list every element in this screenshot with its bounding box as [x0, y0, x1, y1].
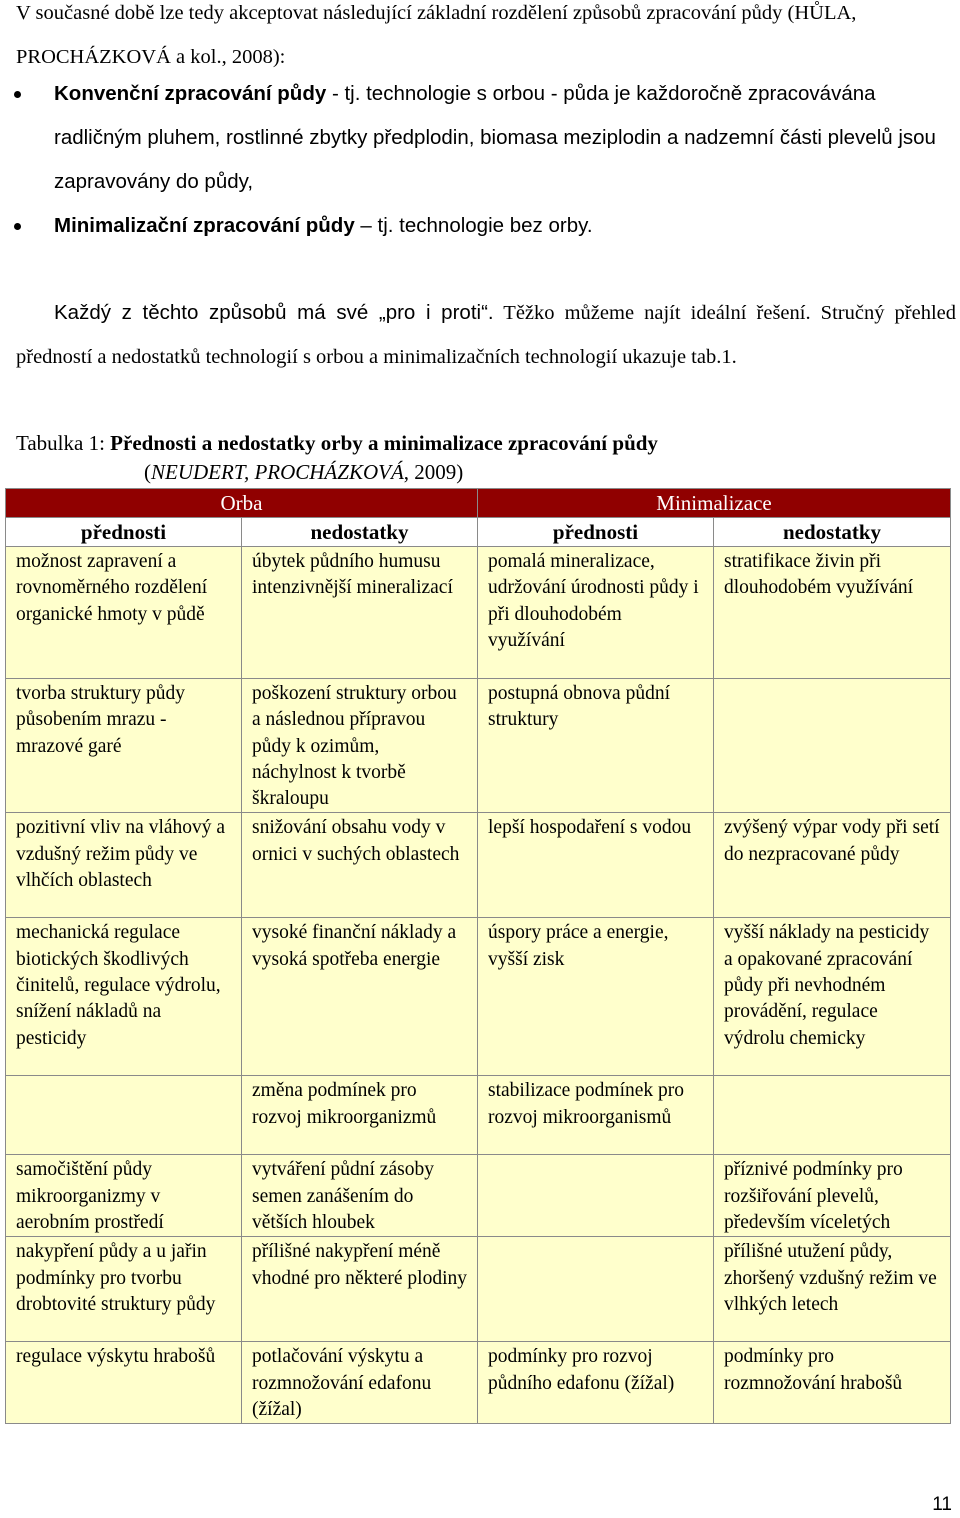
table-row: [6, 1155, 951, 1237]
caption-prefix: Tabulka 1:: [16, 431, 111, 455]
bullet-text: – tj. technologie bez orby.: [354, 214, 593, 237]
table-row: [6, 679, 951, 813]
summary-paragraph: [16, 291, 956, 379]
table-caption: [16, 428, 658, 458]
bullet-term: Konvenční zpracování půdy: [54, 82, 327, 105]
caption-source: [144, 458, 463, 486]
bullet-list: [0, 72, 956, 248]
bullet-text: - tj. technologie s orbou - půda je každoročně zpracovávána radličným pluhem, rostlinné zbytky předplodin, biomasa meziplodin a nadzemní části plevelů jsou zapravovány do půdy,: [54, 82, 936, 193]
intro-text: V současné době lze tedy akceptovat následující základní rozdělení způsobů zpracování půdy (HŮLA, PROCHÁZKOVÁ a kol., 2008):: [16, 2, 857, 68]
table-cell: mechanická regulace biotických škodlivých činitelů, regulace výdrolu, snížení nákladů na pesticidy: [6, 918, 242, 1076]
table-row: [6, 813, 951, 918]
table-cell: tvorba struktury půdy působením mrazu - mrazové garé: [6, 679, 242, 813]
caption-title: Přednosti a nedostatky orby a minimalizace zpracování půdy: [110, 431, 658, 455]
table-cell: lepší hospodaření s vodou: [478, 813, 714, 918]
table-row: [6, 918, 951, 1076]
comparison-table: [5, 488, 951, 1424]
table-row: [6, 1237, 951, 1342]
bullet-icon: [14, 223, 21, 230]
summary-text: Těžko můžeme najít ideální řešení. Stručný přehled předností a nedostatků technologií s orbou a minimalizačních technologií ukazuje tab.1.: [16, 302, 956, 368]
column-header: přednosti: [6, 518, 242, 547]
table-cell: nakypření půdy a u jařin podmínky pro tvorbu drobtovité struktury půdy: [6, 1237, 242, 1342]
table-cell: [714, 679, 951, 813]
table-cell: stratifikace živin při dlouhodobém využívání: [714, 547, 951, 679]
source-close: , 2009): [403, 460, 464, 484]
table-cell: zvýšený výpar vody při setí do nezpracované půdy: [714, 813, 951, 918]
table-cell: samočištění půdy mikroorganizmy v aerobním prostředí: [6, 1155, 242, 1237]
bullet-item-conventional: [0, 72, 956, 204]
table-cell: [6, 1076, 242, 1155]
column-header: nedostatky: [714, 518, 951, 547]
table-cell: změna podmínek pro rozvoj mikroorganizmů: [242, 1076, 478, 1155]
table-cell: [714, 1076, 951, 1155]
table-cell: možnost zapravení a rovnoměrného rozdělení organické hmoty v půdě: [6, 547, 242, 679]
table-cell: přílišné nakypření méně vhodné pro některé plodiny: [242, 1237, 478, 1342]
table-cell: regulace výskytu hrabošů: [6, 1342, 242, 1424]
table-cell: úbytek půdního humusu intenzivnější mineralizací: [242, 547, 478, 679]
table-row: [6, 1076, 951, 1155]
bullet-item-minimal: [0, 204, 956, 248]
source-authors: NEUDERT, PROCHÁZKOVÁ: [151, 460, 404, 484]
table-cell: [478, 1237, 714, 1342]
table-row: [6, 1342, 951, 1424]
table-cell: podmínky pro rozmnožování hrabošů: [714, 1342, 951, 1424]
group-header-minimalizace: Minimalizace: [478, 489, 951, 518]
table-cell: vytváření půdní zásoby semen zanášením do větších hloubek: [242, 1155, 478, 1237]
column-header: přednosti: [478, 518, 714, 547]
source-open: (: [144, 460, 151, 484]
table-cell: vyšší náklady na pesticidy a opakované zpracování půdy při nevhodném provádění, regulace výdrolu chemicky: [714, 918, 951, 1076]
table-cell: úspory práce a energie, vyšší zisk: [478, 918, 714, 1076]
table-cell: vysoké finanční náklady a vysoká spotřeba energie: [242, 918, 478, 1076]
table-cell: přílišné utužení půdy, zhoršený vzdušný režim ve vlhkých letech: [714, 1237, 951, 1342]
table-cell: potlačování výskytu a rozmnožování edafonu (žížal): [242, 1342, 478, 1424]
table-cell: pozitivní vliv na vláhový a vzdušný režim půdy ve vlhčích oblastech: [6, 813, 242, 918]
table-group-header-row: [6, 489, 951, 518]
table-cell: [478, 1155, 714, 1237]
table-cell: pomalá mineralizace, udržování úrodnosti půdy i při dlouhodobém využívání: [478, 547, 714, 679]
column-header: nedostatky: [242, 518, 478, 547]
bullet-term: Minimalizační zpracování půdy: [54, 214, 355, 237]
table-cell: postupná obnova půdní struktury: [478, 679, 714, 813]
table-cell: podmínky pro rozvoj půdního edafonu (žížal): [478, 1342, 714, 1424]
table-cell: příznivé podmínky pro rozšiřování plevelů, především víceletých: [714, 1155, 951, 1237]
table-cell: snižování obsahu vody v ornici v suchých oblastech: [242, 813, 478, 918]
group-header-orba: Orba: [6, 489, 478, 518]
summary-sans-text: Každý z těchto způsobů má své „pro i proti“.: [54, 301, 494, 324]
table-cell: poškození struktury orbou a následnou přípravou půdy k ozimům, náchylnost k tvorbě škraloupu: [242, 679, 478, 813]
bullet-icon: [14, 91, 21, 98]
table-row: [6, 547, 951, 679]
table-column-header-row: [6, 518, 951, 547]
intro-paragraph: [16, 0, 956, 79]
table-cell: stabilizace podmínek pro rozvoj mikroorganismů: [478, 1076, 714, 1155]
page-number: 11: [932, 1494, 952, 1515]
